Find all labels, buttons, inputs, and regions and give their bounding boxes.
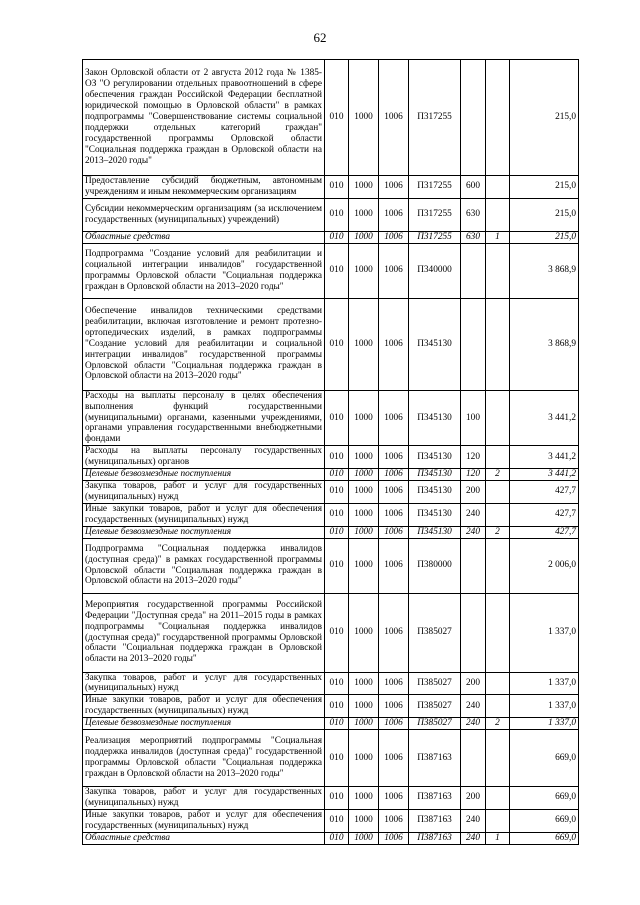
row-target-item: П345130 [409,469,461,481]
row-code-subsection: 1006 [379,231,409,243]
row-description: Закон Орловской области от 2 августа 2012 года № 1385-ОЗ "О регулировании отдельных правоотношений в сфере обеспечения граждан Российской Федерации бесплатной юридической помощью в Орловской области" в рамках подпрограммы "Совершенствование системы социальной поддержки отдельных категорий граждан" государственной программы Орловской области "Социальная поддержка граждан в Орловской области на 2013–2020 годы" [83,60,325,176]
row-target-item: П317255 [409,198,461,231]
row-code-grbs: 010 [325,60,349,176]
row-amount: 215,0 [510,176,579,199]
row-description: Иные закупки товаров, работ и услуг для обеспечения государственных (муниципальных) нужд [83,809,325,832]
row-code-grbs: 010 [325,480,349,503]
row-code-section: 1000 [349,538,379,593]
row-code-grbs: 010 [325,243,349,298]
row-code-subsection: 1006 [379,176,409,199]
row-code-grbs: 010 [325,787,349,810]
row-amount: 2 006,0 [510,538,579,593]
row-funding-source [486,480,510,503]
row-description: Целевые безвозмездные поступления [83,526,325,538]
row-code-section: 1000 [349,390,379,446]
row-code-subsection: 1006 [379,832,409,844]
row-code-section: 1000 [349,672,379,695]
row-target-item: П340000 [409,243,461,298]
row-description: Расходы на выплаты персоналу государственных (муниципальных) органов [83,446,325,469]
row-description: Иные закупки товаров, работ и услуг для обеспечения государственных (муниципальных) нужд [83,503,325,526]
row-code-section: 1000 [349,503,379,526]
row-code-subsection: 1006 [379,198,409,231]
row-funding-source: 2 [486,718,510,730]
row-code-grbs: 010 [325,809,349,832]
row-expense-type: 200 [461,787,486,810]
table-row [83,198,579,231]
table-row [83,538,579,593]
row-target-item: П317255 [409,176,461,199]
row-expense-type: 240 [461,503,486,526]
row-expense-type: 120 [461,446,486,469]
row-description: Закупка товаров, работ и услуг для государственных (муниципальных) нужд [83,672,325,695]
row-funding-source [486,809,510,832]
row-expense-type: 240 [461,718,486,730]
row-target-item: П385027 [409,672,461,695]
row-code-section: 1000 [349,176,379,199]
table-row [83,730,579,787]
row-amount: 1 337,0 [510,695,579,718]
row-funding-source [486,298,510,390]
row-description: Иные закупки товаров, работ и услуг для обеспечения государственных (муниципальных) нужд [83,695,325,718]
row-description: Расходы на выплаты персоналу в целях обеспечения выполнения функций государственными (муниципальными) органами, казенными учреждениями, органами управления государственными внебюджетными фондами [83,390,325,446]
row-code-grbs: 010 [325,446,349,469]
row-code-subsection: 1006 [379,298,409,390]
row-code-subsection: 1006 [379,730,409,787]
budget-table [82,59,579,845]
row-code-grbs: 010 [325,469,349,481]
row-expense-type [461,298,486,390]
row-amount: 427,7 [510,480,579,503]
row-funding-source [486,243,510,298]
table-row [83,787,579,810]
row-code-grbs: 010 [325,593,349,672]
row-description: Обеспечение инвалидов техническими средствами реабилитации, включая изготовление и ремонт протезно-ортопедических изделий, в рамках подпрограммы "Создание условий для реабилитации и социальной интеграции инвалидов" государственной программы Орловской области "Социальная поддержка граждан в Орловской области на 2013–2020 годы" [83,298,325,390]
row-expense-type: 200 [461,480,486,503]
row-code-subsection: 1006 [379,446,409,469]
row-description: Целевые безвозмездные поступления [83,718,325,730]
row-target-item: П387163 [409,832,461,844]
table-row [83,672,579,695]
row-amount: 215,0 [510,231,579,243]
row-code-subsection: 1006 [379,480,409,503]
row-code-section: 1000 [349,809,379,832]
row-code-section: 1000 [349,593,379,672]
row-expense-type [461,60,486,176]
row-code-grbs: 010 [325,503,349,526]
table-row [83,503,579,526]
row-amount: 3 441,2 [510,446,579,469]
row-description: Целевые безвозмездные поступления [83,469,325,481]
row-target-item: П345130 [409,446,461,469]
row-description: Реализация мероприятий подпрограммы "Социальная поддержка инвалидов (доступная среда)" государственной программы Орловской области "Социальная поддержка граждан в Орловской области на 2013–2020 годы" [83,730,325,787]
row-funding-source [486,503,510,526]
row-code-subsection: 1006 [379,469,409,481]
row-code-section: 1000 [349,526,379,538]
row-code-section: 1000 [349,243,379,298]
table-row [83,526,579,538]
row-funding-source: 2 [486,526,510,538]
table-row [83,446,579,469]
table-row [83,469,579,481]
row-target-item: П380000 [409,538,461,593]
row-expense-type: 630 [461,231,486,243]
row-code-grbs: 010 [325,298,349,390]
row-code-section: 1000 [349,832,379,844]
row-description: Субсидии некоммерческим организациям (за исключением государственных (муниципальных) учреждений) [83,198,325,231]
table-row [83,593,579,672]
row-code-subsection: 1006 [379,526,409,538]
row-target-item: П317255 [409,231,461,243]
row-expense-type: 200 [461,672,486,695]
row-code-grbs: 010 [325,231,349,243]
row-code-subsection: 1006 [379,672,409,695]
row-target-item: П385027 [409,593,461,672]
row-target-item: П387163 [409,809,461,832]
row-amount: 1 337,0 [510,593,579,672]
row-amount: 669,0 [510,787,579,810]
row-funding-source: 1 [486,832,510,844]
row-target-item: П385027 [409,718,461,730]
row-expense-type [461,538,486,593]
row-code-section: 1000 [349,718,379,730]
row-expense-type [461,243,486,298]
table-row [83,718,579,730]
row-target-item: П385027 [409,695,461,718]
table-row [83,809,579,832]
row-description: Областные средства [83,231,325,243]
row-code-subsection: 1006 [379,60,409,176]
row-target-item: П387163 [409,787,461,810]
row-expense-type: 630 [461,198,486,231]
row-description: Подпрограмма "Социальная поддержка инвалидов (доступная среда)" в рамках государственной программы Орловской области "Социальная поддержка граждан в Орловской области на 2013–2020 годы" [83,538,325,593]
row-amount: 669,0 [510,809,579,832]
table-row [83,176,579,199]
row-code-grbs: 010 [325,198,349,231]
row-amount: 3 441,2 [510,469,579,481]
row-code-section: 1000 [349,231,379,243]
row-code-section: 1000 [349,298,379,390]
row-description: Закупка товаров, работ и услуг для государственных (муниципальных) нужд [83,787,325,810]
row-funding-source [486,60,510,176]
row-description: Мероприятия государственной программы Российской Федерации "Доступная среда" на 2011–2015 годы в рамках подпрограммы "Социальная поддержка инвалидов (доступная среда)" государственной программы Орловской области "Социальная поддержка граждан в Орловской области на 2013–2020 годы" [83,593,325,672]
row-expense-type: 240 [461,832,486,844]
row-expense-type: 240 [461,526,486,538]
row-funding-source [486,538,510,593]
row-code-subsection: 1006 [379,695,409,718]
row-code-grbs: 010 [325,718,349,730]
row-code-section: 1000 [349,469,379,481]
row-code-section: 1000 [349,446,379,469]
row-code-grbs: 010 [325,832,349,844]
row-code-section: 1000 [349,198,379,231]
row-description: Подпрограмма "Создание условий для реабилитации и социальной интеграции инвалидов" государственной программы Орловской области "Социальная поддержка граждан в Орловской области на 2013–2020 годы" [83,243,325,298]
row-code-subsection: 1006 [379,390,409,446]
row-funding-source: 1 [486,231,510,243]
row-code-subsection: 1006 [379,243,409,298]
row-description: Предоставление субсидий бюджетным, автономным учреждениям и иным некоммерческим организациям [83,176,325,199]
row-funding-source [486,672,510,695]
row-code-subsection: 1006 [379,538,409,593]
row-amount: 669,0 [510,832,579,844]
row-code-grbs: 010 [325,526,349,538]
row-funding-source: 2 [486,469,510,481]
row-code-section: 1000 [349,787,379,810]
page-number: 62 [313,30,327,45]
row-description: Закупка товаров, работ и услуг для государственных (муниципальных) нужд [83,480,325,503]
row-amount: 1 337,0 [510,672,579,695]
row-expense-type: 600 [461,176,486,199]
row-target-item: П345130 [409,390,461,446]
row-target-item: П317255 [409,60,461,176]
row-target-item: П345130 [409,298,461,390]
row-code-section: 1000 [349,730,379,787]
table-row [83,390,579,446]
row-code-grbs: 010 [325,176,349,199]
row-amount: 427,7 [510,503,579,526]
table-row [83,832,579,844]
row-expense-type: 240 [461,809,486,832]
row-target-item: П345130 [409,526,461,538]
row-funding-source [486,176,510,199]
table-row [83,60,579,176]
row-amount: 3 868,9 [510,298,579,390]
row-code-section: 1000 [349,60,379,176]
row-amount: 215,0 [510,198,579,231]
row-amount: 215,0 [510,60,579,176]
row-code-grbs: 010 [325,672,349,695]
row-expense-type [461,593,486,672]
row-funding-source [486,695,510,718]
row-amount: 3 868,9 [510,243,579,298]
table-row [83,480,579,503]
row-code-section: 1000 [349,480,379,503]
table-row [83,243,579,298]
row-funding-source [486,446,510,469]
row-amount: 427,7 [510,526,579,538]
row-amount: 3 441,2 [510,390,579,446]
row-description: Областные средства [83,832,325,844]
row-code-grbs: 010 [325,695,349,718]
row-funding-source [486,787,510,810]
row-code-grbs: 010 [325,538,349,593]
table-row [83,695,579,718]
row-code-section: 1000 [349,695,379,718]
row-code-subsection: 1006 [379,809,409,832]
row-funding-source [486,198,510,231]
table-row [83,231,579,243]
row-target-item: П345130 [409,503,461,526]
row-code-grbs: 010 [325,730,349,787]
row-expense-type: 240 [461,695,486,718]
row-expense-type: 100 [461,390,486,446]
row-funding-source [486,593,510,672]
row-amount: 669,0 [510,730,579,787]
row-code-subsection: 1006 [379,593,409,672]
row-amount: 1 337,0 [510,718,579,730]
row-target-item: П345130 [409,480,461,503]
table-row [83,298,579,390]
row-funding-source [486,390,510,446]
row-funding-source [486,730,510,787]
row-expense-type [461,730,486,787]
row-code-subsection: 1006 [379,718,409,730]
row-expense-type: 120 [461,469,486,481]
row-code-grbs: 010 [325,390,349,446]
row-code-subsection: 1006 [379,503,409,526]
row-target-item: П387163 [409,730,461,787]
row-code-subsection: 1006 [379,787,409,810]
